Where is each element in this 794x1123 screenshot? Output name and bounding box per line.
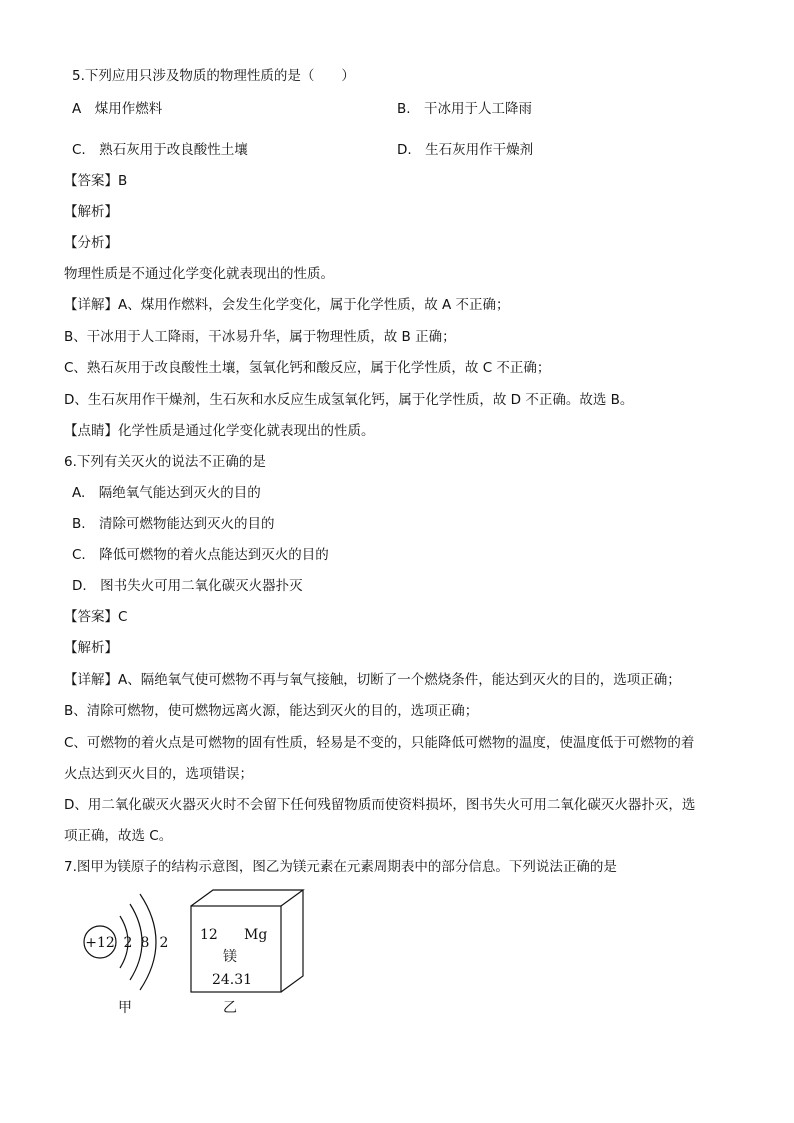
figure-label-jia: 甲 bbox=[118, 1000, 132, 1016]
q5-dianjing: 【点睛】化学性质是通过化学变化就表现出的性质。 bbox=[64, 423, 375, 439]
q6-option-a: A. 隔绝氧气能达到灭火的目的 bbox=[72, 485, 261, 501]
q5-answer: 【答案】B bbox=[64, 173, 128, 189]
q5-analysis-label: 【解析】 bbox=[64, 204, 118, 220]
shell-electron-count: 2 bbox=[159, 935, 169, 951]
q6-option-b: B. 清除可燃物能达到灭火的目的 bbox=[72, 516, 275, 532]
q6-analysis-label: 【解析】 bbox=[64, 640, 118, 656]
q5-fenxi-text: 物理性质是不通过化学变化就表现出的性质。 bbox=[64, 266, 334, 282]
q6-detail-line: D、用二氧化碳灭火器灭火时不会留下任何残留物质而使资料损坏，图书失火可用二氧化碳灭火器扑灭，选 bbox=[64, 797, 696, 813]
q6-detail-line: C、可燃物的着火点是可燃物的固有性质，轻易是不变的，只能降低可燃物的温度，使温度低于可燃物的着 bbox=[64, 735, 695, 751]
periodic-table-cell bbox=[191, 890, 303, 1016]
shell-electron-count: 2 bbox=[123, 935, 133, 951]
q6-stem: 6.下列有关灭火的说法不正确的是 bbox=[64, 454, 266, 470]
cell-top-face bbox=[191, 890, 303, 906]
q5-option-c: C. 熟石灰用于改良酸性土壤 bbox=[72, 142, 248, 158]
element-mass: 24.31 bbox=[211, 972, 253, 988]
q6-option-d: D. 图书失火可用二氧化碳灭火器扑灭 bbox=[72, 578, 303, 594]
q6-detail-line: 【详解】A、隔绝氧气使可燃物不再与氧气接触，切断了一个燃烧条件，能达到灭火的目的，选项正确； bbox=[64, 672, 681, 688]
shell-electron-count: 8 bbox=[140, 935, 150, 951]
q6-detail-line: 火点达到灭火目的，选项错误； bbox=[64, 766, 253, 782]
nucleus-charge: +12 bbox=[85, 935, 115, 951]
q6-detail-line: 项正确，故选 C。 bbox=[64, 828, 173, 844]
element-number: 12 bbox=[200, 927, 218, 943]
q5-option-b: B. 干冰用于人工降雨 bbox=[397, 101, 533, 117]
q5-fenxi-label: 【分析】 bbox=[64, 235, 118, 251]
q6-option-c: C. 降低可燃物的着火点能达到灭火的目的 bbox=[72, 547, 329, 563]
q6-answer: 【答案】C bbox=[64, 609, 128, 625]
q5-option-a: A 煤用作燃料 bbox=[72, 101, 163, 117]
figure-label-yi: 乙 bbox=[223, 1000, 237, 1016]
element-name: 镁 bbox=[223, 949, 237, 965]
q6-detail-line: B、清除可燃物，使可燃物远离火源，能达到灭火的目的，选项正确； bbox=[64, 703, 479, 719]
q5-detail-line: 【详解】A、煤用作燃料，会发生化学变化，属于化学性质，故 A 不正确； bbox=[64, 297, 510, 313]
q5-option-d: D. 生石灰用作干燥剂 bbox=[397, 142, 534, 158]
q5-detail-line: B、干冰用于人工降雨，干冰易升华，属于物理性质，故 B 正确； bbox=[64, 329, 456, 345]
q7-figure bbox=[70, 880, 330, 1020]
atom-structure-diagram bbox=[84, 894, 168, 1016]
q5-detail-line: D、生石灰用作干燥剂，生石灰和水反应生成氢氧化钙，属于化学性质，故 D 不正确。故选 B。 bbox=[64, 392, 634, 408]
q7-stem: 7.图甲为镁原子的结构示意图，图乙为镁元素在元素周期表中的部分信息。下列说法正确的是 bbox=[64, 859, 617, 875]
q5-stem: 5.下列应用只涉及物质的物理性质的是（ ） bbox=[72, 68, 355, 84]
element-symbol: Mg bbox=[244, 927, 268, 943]
q5-detail-line: C、熟石灰用于改良酸性土壤，氢氧化钙和酸反应，属于化学性质，故 C 不正确； bbox=[64, 360, 551, 376]
cell-side-face bbox=[281, 890, 303, 992]
